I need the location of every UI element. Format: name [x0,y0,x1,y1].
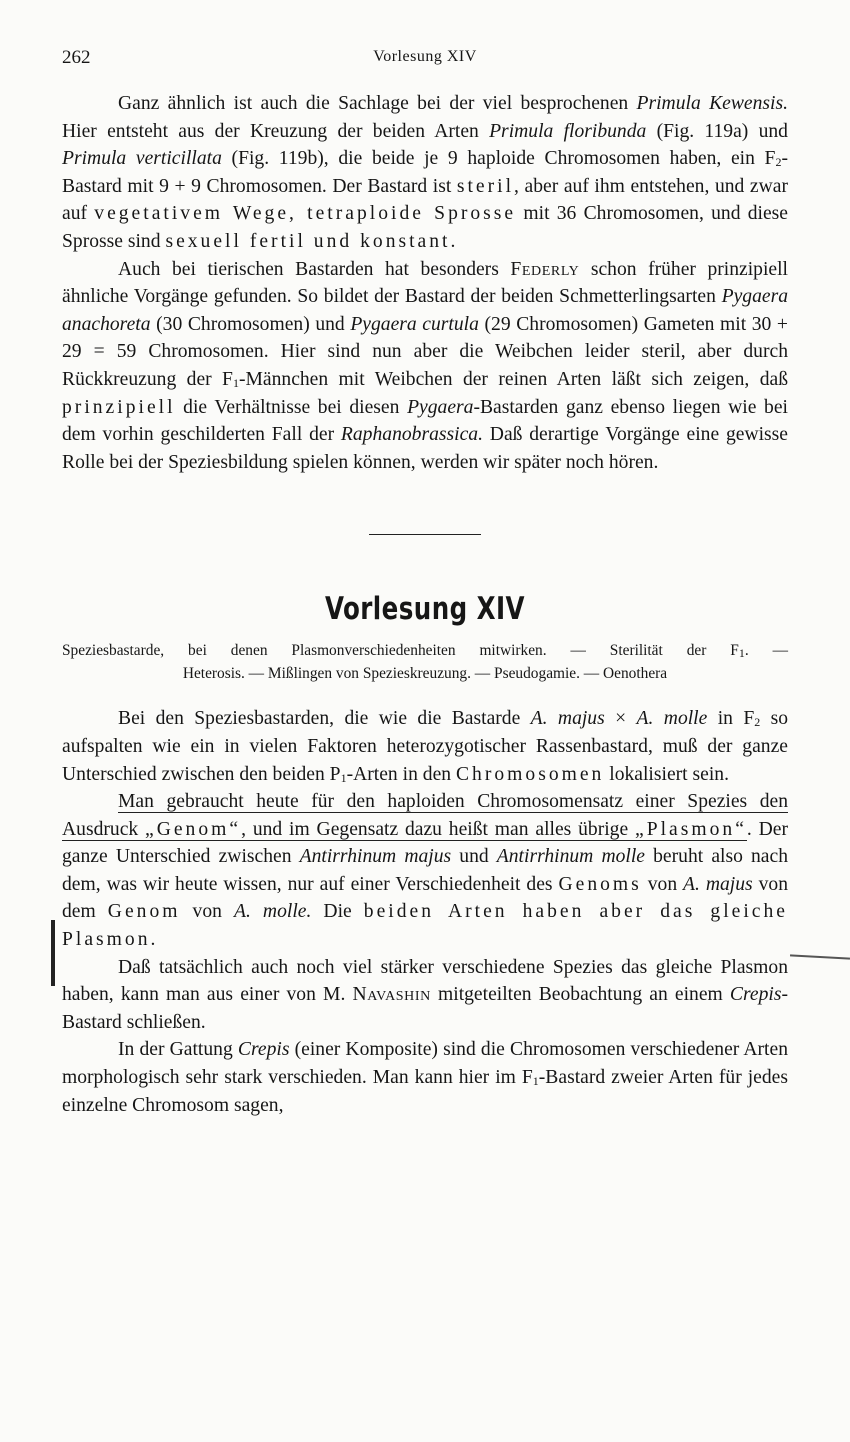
paragraph-navashin: Daß tatsächlich auch noch viel stärker verschiedene Spezies das gleiche Plasmon haben, kann man aus einer von M. Navashin mitgeteilten Beobachtung an einem Crepis-Bastard schließen. [62,956,788,1033]
paragraph-pygaera: Auch bei tierischen Bastarden hat besonders Federly schon früher prinzipiell ähnliche Vorgänge gefunden. So bildet der Bastard der beiden Schmetterlingsarten Pygaera anachoreta (30 Chromosomen) und Pygaera curtula (29 Chromosomen) Gameten mit 30 + 29 = 59 Chromosomen. Hier sind nun aber die Weibchen leider steril, aber durch Rückkreuzung der $F_1$-Männchen mit Weibchen der reinen Arten läßt sich zeigen, daß prinzipiell die Verhältnisse bei diesen Pygaera-Bastarden ganz ebenso liegen wie bei dem vorhin geschilderten Fall der Raphanobrassica. Daß derartige Vorgänge eine gewisse Rolle bei der Speziesbildung spielen können, werden wir später noch hören. [62,258,789,473]
margin-mark [51,920,55,986]
chapter-summary [62,639,788,685]
summary-line-1: Speziesbastarde, bei denen Plasmonverschiedenheiten mitwirken. — Sterilität der $F_1$. — [62,642,788,661]
summary-line-2: Heterosis. — Mißlingen von Spezieskreuzung. — Pseudogamie. — Oenothera [182,665,668,683]
chapter-title: Vorlesung XIV [325,591,525,628]
running-title: Vorlesung XIV [373,48,477,65]
page-number: 262 [62,47,91,68]
section-divider [369,534,481,535]
paragraph-crepis: In der Gattung Crepis (einer Komposite) sind die Chromosomen verschiedener Arten morphologisch sehr stark verschieden. Man kann hier im $F_1$-Bastard zweier Arten für jedes einzelne Chromosom sagen, [62,1039,788,1116]
pen-stroke-mark [790,954,850,959]
paragraph-genom-plasmon: Man gebraucht heute für den haploiden Chromosomensatz einer Spezies den Ausdruck „Genom“, und im Gegensatz dazu heißt man alles übrige „Plasmon“. Der ganze Unterschied zwischen Antirrhinum majus und Antirrhinum molle beruht also nach dem, was wir heute wissen, nur auf einer Verschiedenheit des Genoms von A. majus von dem Genom von A. molle. Die beiden Arten haben aber das gleiche Plasmon. [62,791,788,951]
paragraph-primula: Ganz ähnlich ist auch die Sachlage bei der viel besprochenen Primula Kewensis. Hier entsteht aus der Kreuzung der beiden Arten Primula floribunda (Fig. 119a) und Primula verticillata (Fig. 119b), die beide je 9 haploide Chromosomen haben, ein $F_2$-Bastard mit 9 + 9 Chromosomen. Der Bastard ist steril, aber auf ihm entstehen, und zwar auf vegetativem Wege, tetraploide Sprosse mit 36 Chromosomen, und diese Sprosse sind sexuell fertil und konstant. [62,93,788,252]
book-page [62,0,788,1119]
paragraph-speziesbastarde: Bei den Speziesbastarden, die wie die Bastarde A. majus × A. molle in $F_2$ so aufspalten wie ein in vielen Faktoren heterozygotischer Rassenbastard, muß der ganze Unterschied zwischen den beiden $P_1$-Arten in den Chromosomen lokalisiert sein. [62,708,789,785]
page-header [62,0,788,70]
